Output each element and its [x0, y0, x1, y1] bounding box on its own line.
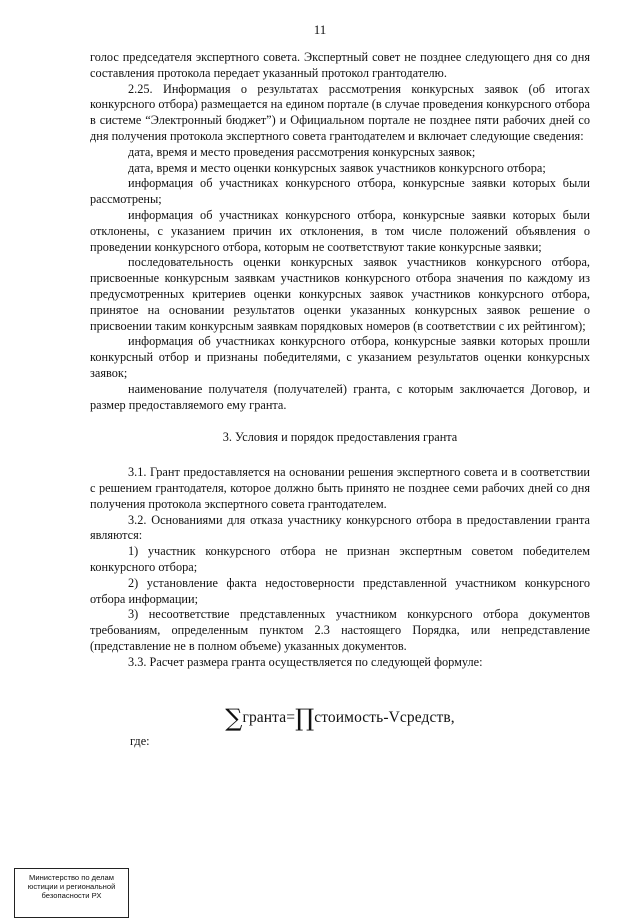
list-item: информация об участниках конкурсного отбора, конкурсные заявки которых были рассмотрены;: [90, 176, 590, 207]
where-label: где:: [130, 734, 150, 749]
stamp-line: безопасности РХ: [41, 891, 102, 900]
stamp-line: Министерство по делам: [29, 873, 114, 882]
stamp-line: юстиции и региональной: [27, 882, 116, 891]
list-item: наименование получателя (получателей) гранта, с которым заключается Договор, и размер предоставляемого ему гранта.: [90, 381, 590, 412]
document-body: [90, 50, 590, 750]
paragraph: голос председателя экспертного совета. Экспертный совет не позднее следующего дня со дня составления протокола передает указанный протокол грантодателю.: [90, 50, 590, 80]
ministry-stamp: [14, 868, 129, 918]
product-symbol: ∏: [295, 704, 315, 733]
list-item: информация об участниках конкурсного отбора, конкурсные заявки которых были отклонены, с указанием причин их отклонения, в том числе положений объявления о проведении конкурсного отбора, которым не соответствуют такие конкурсные заявки;: [90, 207, 590, 254]
paragraph: 2.25. Информация о результатах рассмотрения конкурсных заявок (об итогах конкурсного отбора) размещается на едином портале (в случае проведения конкурсного отбора в системе “Электронный бюджет”) и Официальном портале не позднее пяти рабочих дней со дня получения протокола экспертного совета грантодателем и включает следующие сведения:: [90, 81, 590, 143]
list-item: дата, время и место проведения рассмотрения конкурсных заявок;: [128, 144, 476, 159]
paragraph: 3.1. Грант предоставляется на основании решения экспертного совета и в соответствии с решением грантодателя, которое должно быть принято не позднее семи рабочих дней со дня получения протокола экспертного совета грантодателем.: [90, 465, 590, 511]
list-item: 1) участник конкурсного отбора не признан экспертным советом победителем конкурсного отбора;: [90, 544, 590, 574]
list-item: 2) установление факта недостоверности представленной участником конкурсного отбора информации;: [90, 575, 590, 606]
sum-symbol: ∑: [225, 704, 243, 733]
paragraph: 3.2. Основаниями для отказа участнику конкурсного отбора в предоставлении гранта являются:: [90, 512, 590, 543]
list-item: дата, время и место оценки конкурсных заявок участников конкурсного отбора;: [128, 160, 546, 175]
paragraph: 3.3. Расчет размера гранта осуществляется по следующей формуле:: [128, 654, 483, 669]
formula-right: стоимость-Vсредств,: [314, 709, 455, 727]
page-number: 11: [313, 22, 327, 37]
list-item: 3) несоответствие представленных участником конкурсного отбора документов требованиям, определенным пунктом 2.3 настоящего Порядка, или непредставление (представление не в полном объеме) указанных документов.: [90, 607, 590, 653]
grant-formula: [90, 704, 590, 733]
formula-left: гранта=: [242, 709, 296, 727]
list-item: последовательность оценки конкурсных заявок участников конкурсного отбора, присвоенные конкурсным заявкам участников конкурсного отбора значения по каждому из предусмотренных критериев оценки конкурсных заявок участников конкурсного отбора, принятое на основании результатов оценки указанных конкурсных заявок решение о присвоении таким конкурсным заявкам порядковых номеров (в соответствии с их рейтингом);: [90, 255, 590, 333]
section-heading: 3. Условия и порядок предоставления гранта: [222, 430, 458, 445]
list-item: информация об участниках конкурсного отбора, конкурсные заявки которых прошли конкурсный отбор и признаны победителями, с указанием результатов оценки конкурсных заявок;: [90, 334, 590, 380]
